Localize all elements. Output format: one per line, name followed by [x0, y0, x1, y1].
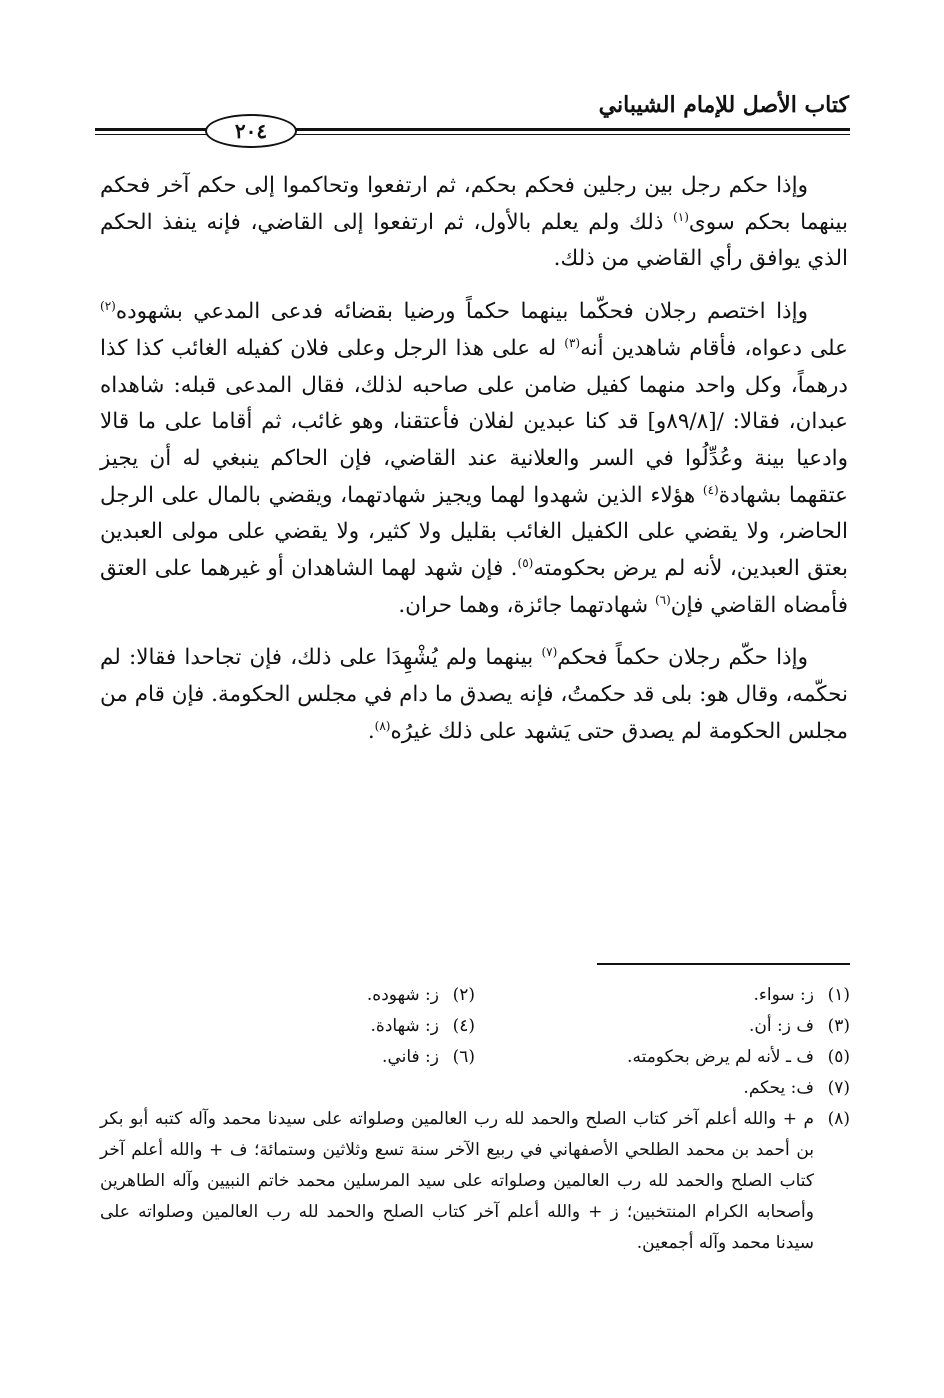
- paragraph-text: بينهما ولم يُشْهِدَا على ذلك، فإن تجاحدا فقالا: لم نحكّمه، وقال هو: بلى قد حكمتُ، فإنه يصدق ما دام في مجلس الحكومة. فإن قام من مجلس الحكومة لم يصدق حتى يَشهد على ذلك غيرُه: [100, 645, 848, 744]
- footnote-ref: (٨): [374, 718, 391, 733]
- footnote-row: [100, 980, 850, 1011]
- footnotes: [100, 980, 850, 1259]
- footnote-text: م + والله أعلم آخر كتاب الصلح والحمد لله رب العالمين وصلواته على سيدنا محمد وآله كتبه أبو بكر بن أحمد بن محمد الطلحي الأصفهاني في ربيع الآخر سنة تسع وثلاثين وستمائة؛ ف + والله أعلم آخر كتاب الصلح والحمد لله رب العالمين وصلواته على سيد المرسلين محمد خاتم النبيين وآله الطاهرين وأصحابه الكرام المنتخبين؛ ز + والله أعلم آخر كتاب الصلح والحمد لله رب العالمين وصلواته على سيدنا محمد وآله أجمعين.: [100, 1109, 814, 1253]
- paragraph-text: وإذا حكّم رجلان حكماً فحكم: [557, 645, 808, 671]
- footnote-item: [100, 980, 475, 1011]
- footnote-item: [475, 1073, 850, 1104]
- page-number-badge: ٢٠٤: [205, 114, 297, 148]
- paragraph-3: [100, 640, 848, 750]
- paragraph-text: على دعواه، فأقام شاهدين أنه: [580, 335, 848, 361]
- paragraph-text: شهادتهما جائزة، وهما حران.: [398, 592, 649, 618]
- paragraph-text: ذلك ولم يعلم بالأول، ثم ارتفعوا إلى القاضي، فإنه ينفذ الحكم الذي يوافق رأي القاضي من ذلك.: [100, 209, 848, 272]
- footnote-ref: (٥): [517, 555, 534, 570]
- paragraph-text: هؤلاء الذين شهدوا لهما ويجيز شهادتهما، ويقضي بالمال على الرجل الحاضر، ولا يقضي على الكفيل الغائب بقليل ولا كثير، ولا يقضي على مولى العبدين بعتق العبدين، لأنه لم يرض بحكومته: [100, 482, 848, 582]
- footnote-text: ز: سواء.: [753, 985, 814, 1005]
- footnote-number: (٨): [827, 1109, 850, 1129]
- paragraph-text: وإذا حكم رجل بين رجلين فحكم بحكم، ثم ارتفعوا وتحاكموا إلى حكم آخر فحكم بينهما بحكم سوى: [100, 173, 848, 235]
- footnote-item: [100, 1011, 475, 1042]
- footnote-number: (٢): [452, 985, 475, 1005]
- footnote-ref: (١): [673, 209, 689, 224]
- paragraph-text: . فإن شهد لهما الشاهدان أو غيرهما على العتق فأمضاه القاضي فإن: [100, 556, 848, 618]
- footnote-ref: (٣): [564, 335, 581, 350]
- footnote-number: (٥): [827, 1047, 850, 1067]
- footnote-text: ز: شهادة.: [370, 1016, 439, 1036]
- footnote-number: (٣): [827, 1016, 850, 1036]
- paragraph-2: [100, 294, 848, 624]
- footnote-item: [100, 1104, 850, 1259]
- paragraph-text: وإذا اختصم رجلان فحكّما بينهما حكماً ورضيا بقضائه فدعى المدعي بشهوده: [115, 299, 808, 325]
- main-text: [100, 168, 848, 751]
- paragraph-text: .: [367, 718, 375, 744]
- footnote-ref: (٦): [654, 592, 671, 607]
- footnote-number: (٦): [452, 1047, 475, 1067]
- running-header-title: كتاب الأصل للإمام الشيباني: [598, 92, 849, 118]
- footnote-number: (٧): [827, 1078, 850, 1098]
- footnote-ref: (٢): [100, 298, 116, 313]
- footnote-text: ف: يحكم.: [743, 1078, 814, 1098]
- footnote-ref: (٤): [702, 482, 719, 497]
- footnote-item: [475, 980, 850, 1011]
- footnote-row: [100, 1104, 850, 1259]
- footnote-text: ف ـ لأنه لم يرض بحكومته.: [627, 1047, 814, 1067]
- footnote-item: [475, 1042, 850, 1073]
- footnote-number: (١): [827, 985, 850, 1005]
- footnote-ref: (٧): [541, 645, 558, 660]
- footnote-text: ز: شهوده.: [366, 985, 439, 1005]
- footnote-number: (٤): [452, 1016, 475, 1036]
- footnote-row: [100, 1011, 850, 1042]
- header-rule: [95, 114, 850, 148]
- footnote-separator: [597, 963, 850, 965]
- footnote-row: [100, 1042, 850, 1073]
- footnote-row: [100, 1073, 850, 1104]
- footnote-text: ز: فاني.: [382, 1047, 439, 1067]
- paragraph-1: [100, 168, 848, 278]
- footnote-text: ف ز: أن.: [749, 1016, 814, 1036]
- footnote-item: [475, 1011, 850, 1042]
- footnote-item: [100, 1042, 475, 1073]
- paragraph-text: له على هذا الرجل وعلى فلان كفيله الغائب كذا كذا درهماً، وكل واحد منهما كفيل ضامن على صاحبه لذلك، فقال المدعى قبله: شاهداه عبدان، فقالا: /[٨٩/٨و] قد كنا عبدين لفلان فأعتقنا، وهو غائب، ثم أقاما على ما قالا وادعيا بينة وعُدِّلُوا في السر والعلانية عند القاضي، فإن الحاكم ينبغي له أن يجيز عتقهما بشهادة: [100, 335, 848, 508]
